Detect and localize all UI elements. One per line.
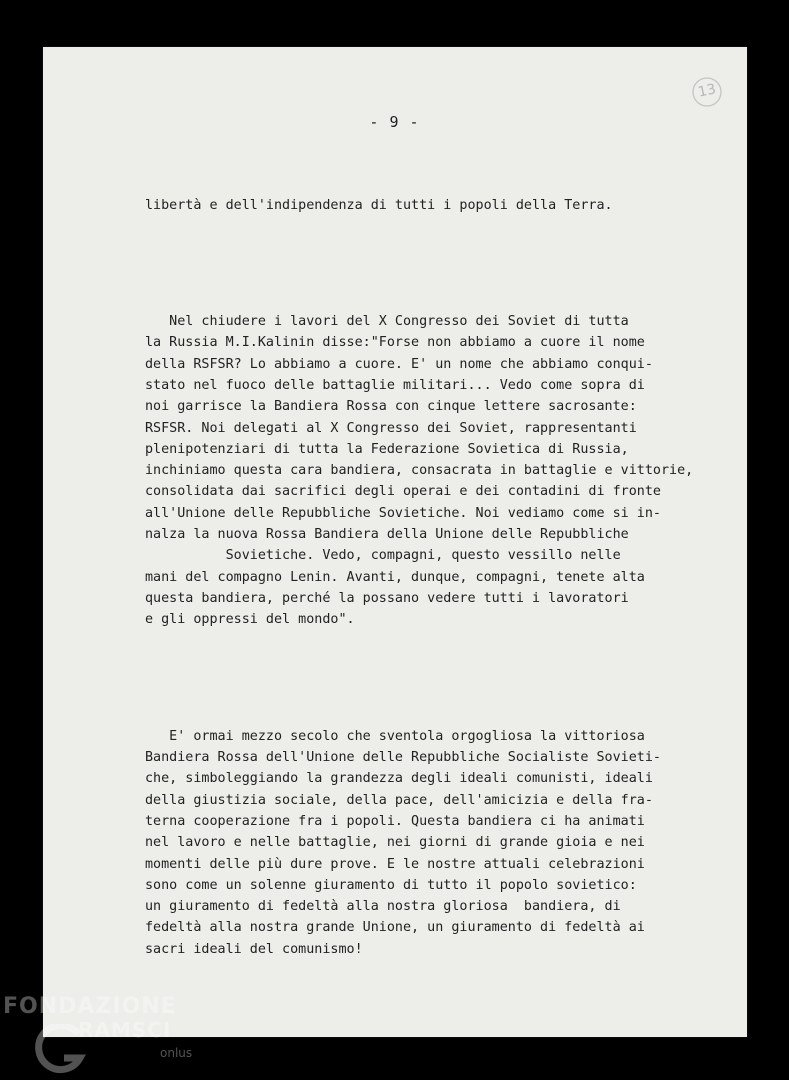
text-line: terna cooperazione fra i popoli. Questa bandiera ci ha animati xyxy=(145,813,645,829)
text-line: E' ormai mezzo secolo che sventola orgogliosa la vittoriosa xyxy=(145,728,645,744)
text-line: che, simboleggiando la grandezza degli ideali comunisti, ideali xyxy=(145,771,653,787)
text-line: all'Unione delle Repubbliche Sovietiche. Noi vediamo come si in- xyxy=(145,505,661,521)
document-body xyxy=(145,152,755,1003)
paragraph-3 xyxy=(145,726,755,960)
text-line: plenipotenziari di tutta la Federazione Sovietica di Russia, xyxy=(145,441,629,457)
watermark-line-1: FONDAZIONE xyxy=(3,994,177,1019)
text-line: noi garrisce la Bandiera Rossa con cinque lettere sacrosante: xyxy=(145,399,637,415)
text-line: consolidata dai sacrifici degli operai e dei contadini di fronte xyxy=(145,484,661,500)
text-line: nalza la nuova Rossa Bandiera della Unione delle Repubbliche xyxy=(145,527,629,543)
text-line: un giuramento di fedeltà alla nostra gloriosa bandiera, di xyxy=(145,899,621,915)
text-line: fedeltà alla nostra grande Unione, un giuramento di fedeltà ai xyxy=(145,920,645,936)
text-line: Bandiera Rossa dell'Unione delle Repubbliche Socialiste Sovieti- xyxy=(145,750,661,766)
text-line: libertà e dell'indipendenza di tutti i popoli della Terra. xyxy=(145,197,613,213)
text-line: questa bandiera, perché la possano vedere tutti i lavoratori xyxy=(145,590,629,606)
archive-stamp-number: 13 xyxy=(696,81,718,101)
text-line: momenti delle più dure prove. E le nostre attuali celebrazioni xyxy=(145,856,645,872)
paragraph-2 xyxy=(145,311,755,630)
text-line: stato nel fuoco delle battaglie militari... Vedo come sopra di xyxy=(145,377,645,393)
fondazione-gramsci-watermark xyxy=(0,994,200,1080)
text-line: della RSFSR? Lo abbiamo a cuore. E' un nome che abbiamo conqui- xyxy=(145,356,653,372)
text-line: la Russia M.I.Kalinin disse:"Forse non abbiamo a cuore il nome xyxy=(145,335,645,351)
text-line: inchiniamo questa cara bandiera, consacrata in battaglie e vittorie, xyxy=(145,463,694,479)
watermark-line-2: RAMSCI xyxy=(78,1018,172,1042)
archive-stamp xyxy=(691,76,723,108)
text-line: e gli oppressi del mondo". xyxy=(145,612,355,628)
text-line: mani del compagno Lenin. Avanti, dunque, compagni, tenete alta xyxy=(145,569,645,585)
text-line: Sovietiche. Vedo, compagni, questo vessillo nelle xyxy=(145,548,621,564)
text-line: nel lavoro e nelle battaglie, nei giorni di grande gioia e nei xyxy=(145,835,645,851)
text-line: della giustizia sociale, della pace, dell'amicizia e della fra- xyxy=(145,792,653,808)
paragraph-1 xyxy=(145,195,755,216)
text-line: sacri ideali del comunismo! xyxy=(145,941,363,957)
page-number: - 9 - xyxy=(369,113,420,131)
watermark-line-3: onlus xyxy=(160,1046,193,1060)
text-line: Nel chiudere i lavori del X Congresso dei Soviet di tutta xyxy=(145,314,629,330)
text-line: RSFSR. Noi delegati al X Congresso dei Soviet, rappresentanti xyxy=(145,420,637,436)
text-line: sono come un solenne giuramento di tutto il popolo sovietico: xyxy=(145,877,637,893)
